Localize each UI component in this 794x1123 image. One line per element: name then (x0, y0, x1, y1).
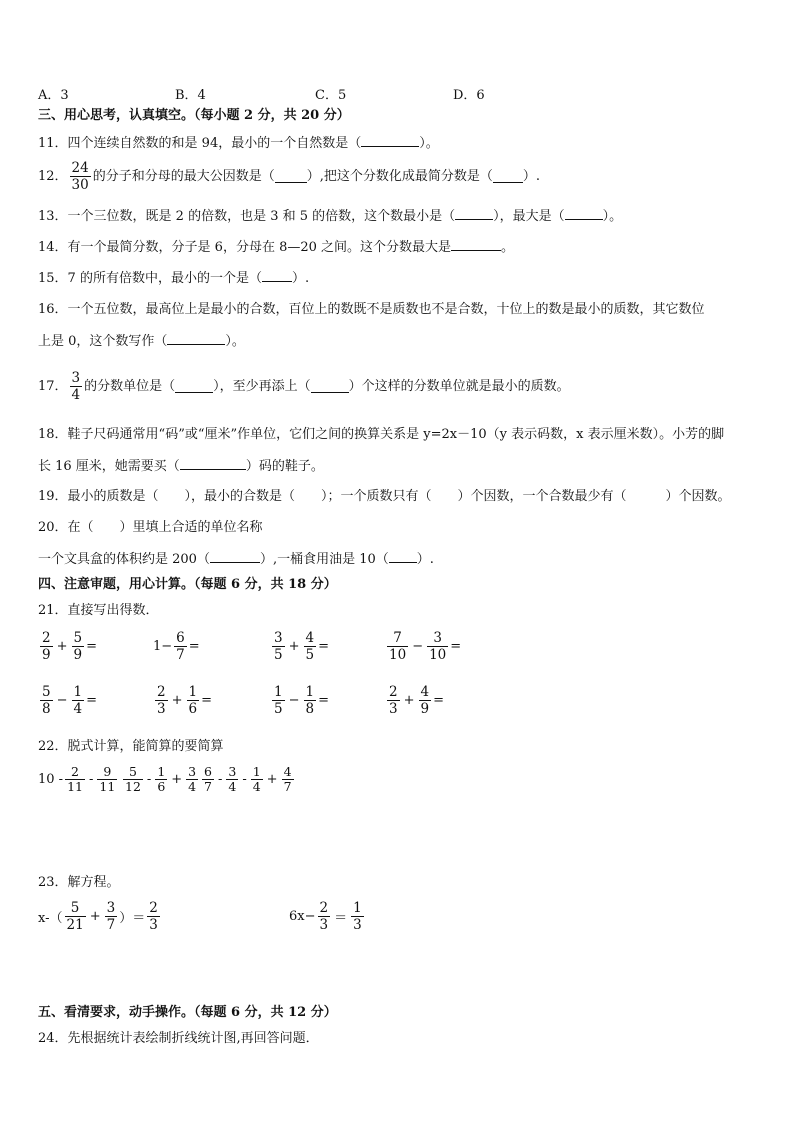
question-20-line1: 20．在（ ）里填上合适的单位名称 (38, 520, 263, 535)
expression-22-1: 10 - $\frac{2}{11}$ - $\frac{9}{11}$ (38, 764, 116, 794)
question-17: 17． $\frac{3}{4}$ 的分数单位是（ ），至少再添上（ ）个这样的分数单位就是最小的质数。 (38, 370, 570, 403)
fraction: $\frac{3}{4}$ (228, 764, 237, 794)
equation-23-2: 6x− $\frac{2}{3}$ ＝ $\frac{1}{3}$ (289, 900, 362, 933)
fraction: $\frac{2}{3}$ (389, 684, 398, 717)
fraction: $\frac{1}{4}$ (252, 764, 261, 794)
equals-sign: = (86, 639, 97, 654)
fraction: $\frac{3}{4}$ (71, 370, 81, 403)
fraction: $\frac{7}{10}$ (389, 630, 407, 663)
expression-22-2: $\frac{5}{12}$ - $\frac{1}{6}$ + $\frac{3}{4}$ (125, 764, 197, 794)
answer-blank[interactable] (175, 380, 213, 393)
equals-sign: = (201, 693, 212, 708)
operator: + (171, 693, 183, 708)
answer-blank[interactable] (180, 457, 246, 470)
equals-sign: = (450, 639, 462, 654)
answer-blank[interactable] (311, 380, 349, 393)
fraction: $\frac{5}{21}$ (66, 900, 84, 933)
option-d: D．6 (453, 88, 485, 103)
equals-sign: = (86, 693, 97, 708)
answer-blank[interactable] (262, 269, 292, 282)
question-16-line1: 16．一个五位数，最高位上是最小的合数，百位上的数既不是质数也不是合数，十位上的数是最小的质数，其它数位 (38, 302, 705, 317)
question-18-line1: 18．鞋子尺码通常用“码”或“厘米”作单位，它们之间的换算关系是 y=2x－10（y 表示码数，x 表示厘米数）。小芳的脚 (38, 427, 725, 442)
fraction: $\frac{24}{30}$ (71, 160, 89, 193)
fraction: $\frac{3}{10}$ (429, 630, 447, 663)
fraction: $\frac{2}{11}$ (67, 764, 83, 794)
fraction: $\frac{2}{3}$ (319, 900, 329, 933)
question-18-line2: 长 16 厘米，她需要买（ ）码的鞋子。 (38, 459, 324, 474)
mental-math-item (38, 630, 97, 663)
fraction: $\frac{1}{4}$ (73, 684, 83, 717)
equals-sign: = (433, 693, 444, 708)
expression-lead: 1− (153, 639, 173, 654)
operator: − (412, 639, 424, 654)
answer-blank[interactable] (275, 170, 307, 183)
question-13: 13．一个三位数，既是 2 的倍数，也是 3 和 5 的倍数，这个数最小是（ ），最大是（ ）。 (38, 209, 623, 224)
operator: − (56, 693, 68, 708)
operator: + (403, 693, 415, 708)
section3-title: 三、用心思考，认真填空。（每小题 2 分，共 20 分） (38, 108, 350, 123)
expression-22-3: $\frac{6}{7}$ - $\frac{3}{4}$ - $\frac{1}{4}$ + $\frac{4}{7}$ (204, 764, 292, 794)
answer-blank[interactable] (493, 170, 523, 183)
section5-title: 五、看清要求，动手操作。（每题 6 分，共 12 分） (38, 1005, 337, 1020)
operator: + (56, 639, 68, 654)
fraction: $\frac{1}{6}$ (188, 684, 198, 717)
question-12: 12． $\frac{24}{30}$ 的分子和分母的最大公因数是（ ）,把这个分数化成最简分数是（ ）. (38, 160, 541, 193)
equals-sign: = (318, 693, 329, 708)
fraction: $\frac{1}{6}$ (157, 764, 166, 794)
section4-title: 四、注意审题，用心计算。（每题 6 分，共 18 分） (38, 577, 337, 592)
question-24: 24．先根据统计表绘制折线统计图,再回答问题． (38, 1031, 319, 1046)
mental-math-item (270, 630, 329, 663)
answer-blank[interactable] (455, 207, 493, 220)
fraction: $\frac{4}{5}$ (305, 630, 315, 663)
answer-blank[interactable] (210, 550, 260, 563)
answer-blank[interactable] (389, 550, 417, 563)
mental-math-item (270, 684, 329, 717)
answer-blank[interactable] (361, 134, 419, 147)
fraction: $\frac{2}{9}$ (42, 630, 51, 663)
fraction: $\frac{1}{5}$ (274, 684, 283, 717)
fraction: $\frac{6}{7}$ (176, 630, 185, 663)
fraction: $\frac{6}{7}$ (204, 764, 212, 794)
question-14: 14．有一个最简分数，分子是 6，分母在 8—20 之间。这个分数最大是 。 (38, 240, 515, 255)
question-11: 11．四个连续自然数的和是 94，最小的一个自然数是（ ）。 (38, 136, 439, 151)
fraction: $\frac{2}{3}$ (149, 900, 158, 933)
equals-sign: = (318, 639, 329, 654)
question-22-title: 22．脱式计算，能简算的要简算 (38, 739, 224, 754)
answer-blank[interactable] (167, 332, 225, 345)
fraction: $\frac{2}{3}$ (157, 684, 166, 717)
fraction: $\frac{3}{4}$ (188, 764, 197, 794)
equals-sign: = (188, 639, 200, 654)
question-16-line2: 上是 0，这个数写作（ ）。 (38, 334, 245, 349)
option-b: B．4 (175, 88, 206, 103)
option-c: C．5 (315, 88, 347, 103)
mental-math-item (153, 684, 212, 717)
fraction: $\frac{5}{8}$ (42, 684, 51, 717)
fraction: $\frac{3}{5}$ (274, 630, 283, 663)
fraction: $\frac{3}{7}$ (106, 900, 116, 933)
mental-math-item (385, 684, 444, 717)
question-20-line2: 一个文具盒的体积约是 200（ ）,一桶食用油是 10（ ）. (38, 552, 434, 567)
fraction: $\frac{4}{7}$ (283, 764, 292, 794)
mental-math-item (153, 630, 200, 663)
fraction: $\frac{5}{9}$ (73, 630, 83, 663)
question-19: 19．最小的质数是（ ），最小的合数是（ ）；一个质数只有（ ）个因数，一个合数最少有（ ）个因数。 (38, 489, 731, 504)
fraction: $\frac{1}{3}$ (353, 900, 362, 933)
operator: + (288, 639, 300, 654)
answer-blank[interactable] (565, 207, 603, 220)
answer-blank[interactable] (451, 238, 501, 251)
option-a: A．3 (38, 88, 69, 103)
question-21-title: 21．直接写出得数． (38, 603, 159, 618)
fraction: $\frac{9}{11}$ (99, 764, 116, 794)
question-15: 15．7 的所有倍数中，最小的一个是（ ）. (38, 271, 310, 286)
fraction: $\frac{1}{8}$ (305, 684, 315, 717)
question-23-title: 23．解方程。 (38, 875, 120, 890)
mental-math-item (385, 630, 461, 663)
fraction: $\frac{4}{9}$ (420, 684, 430, 717)
equation-23-1: x-（ $\frac{5}{21}$ + $\frac{3}{7}$ ）＝ $\frac{2}{3}$ (38, 900, 158, 933)
mental-math-item (38, 684, 97, 717)
fraction: $\frac{5}{12}$ (125, 764, 141, 794)
operator: − (288, 693, 300, 708)
